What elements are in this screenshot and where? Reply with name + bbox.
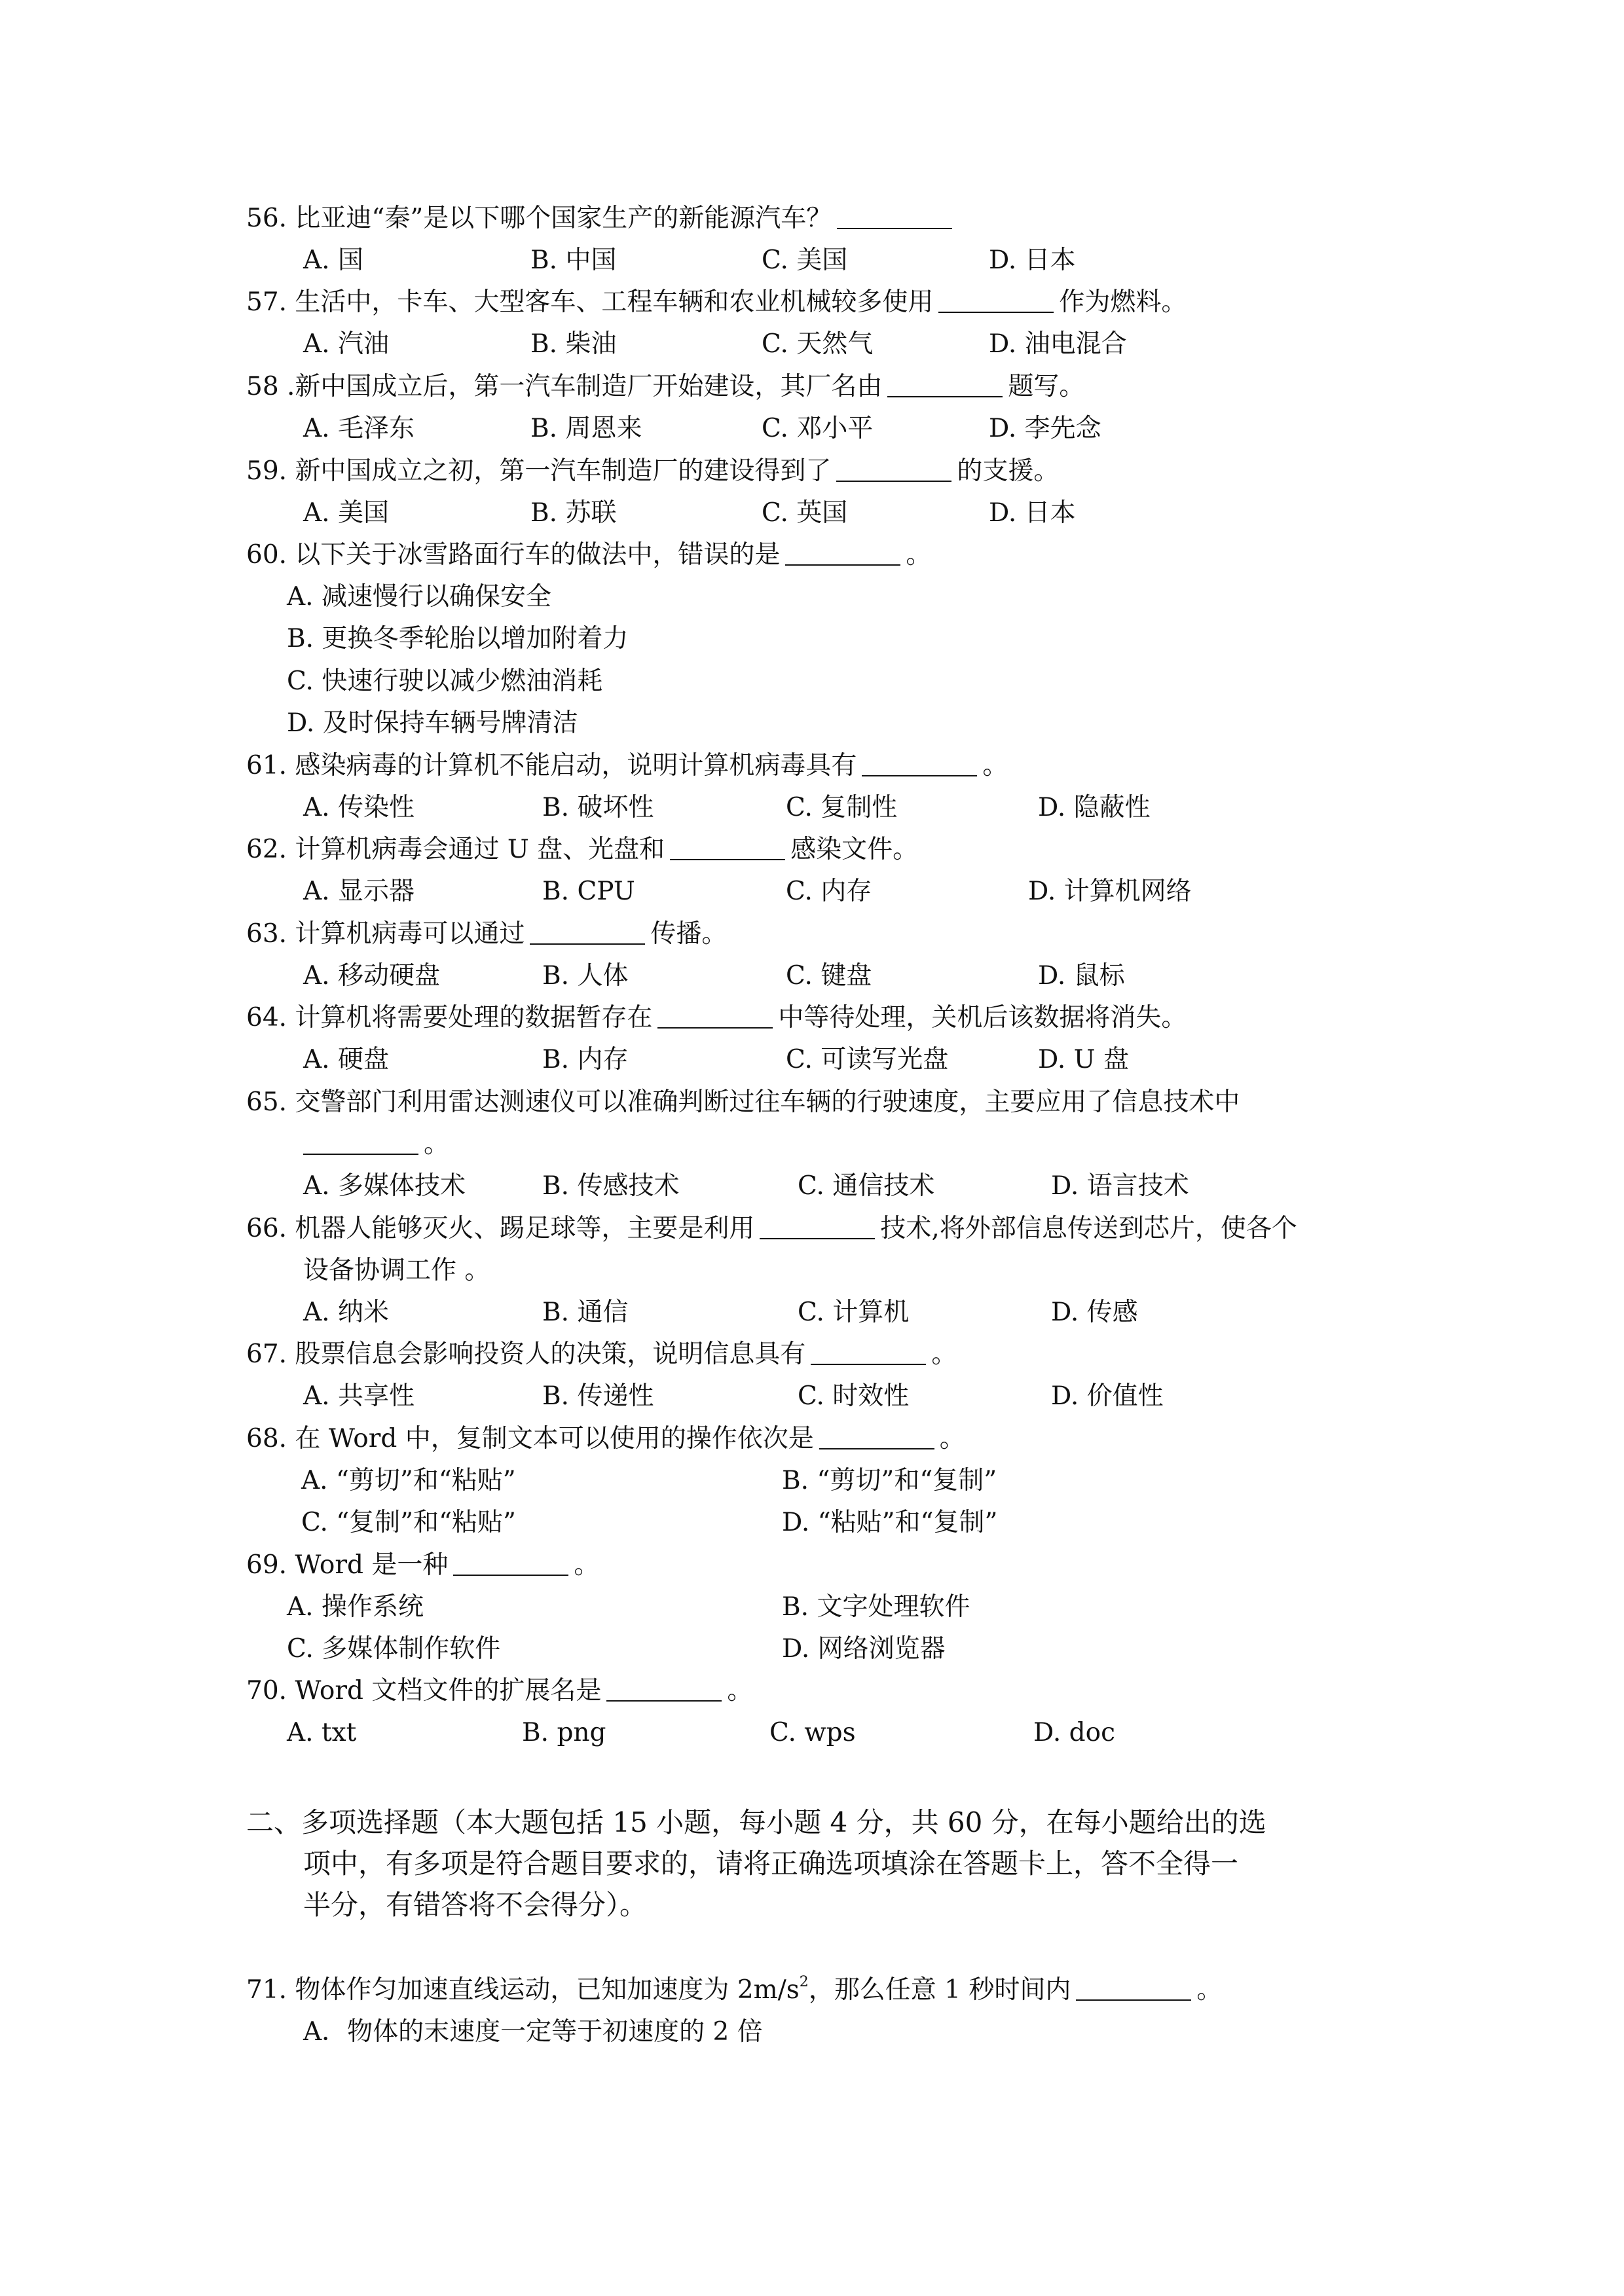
option-a: A. 共享性: [303, 1381, 415, 1411]
question-tail: 。: [939, 1424, 965, 1453]
question-57: [246, 287, 1187, 318]
option-a: A. 硬盘: [303, 1045, 389, 1074]
answer-blank: [785, 542, 900, 566]
question-tail: 技术,将外部信息传送到芯片，使各个: [880, 1214, 1297, 1243]
option-d: D. 计算机网络: [1028, 877, 1192, 906]
question-68: [246, 1423, 965, 1455]
answer-blank: [453, 1552, 568, 1576]
option-b: B. 文字处理软件: [782, 1592, 970, 1622]
option-c: C. “复制”和“粘贴”: [301, 1508, 516, 1537]
question-tail: 。: [931, 1339, 957, 1369]
option-b: B. 通信: [542, 1298, 629, 1327]
option-c: C. wps: [769, 1718, 856, 1747]
option-b: B. 传递性: [542, 1381, 654, 1411]
question-stem: 68. 在 Word 中，复制文本可以使用的操作依次是: [246, 1424, 814, 1453]
question-continuation: 设备协调工作 。: [303, 1256, 490, 1285]
question-stem: 71. 物体作匀加速直线运动，已知加速度为 2m/s: [246, 1975, 800, 2005]
question-stem: 65. 交警部门利用雷达测速仪可以准确判断过往车辆的行驶速度，主要应用了信息技术中: [246, 1087, 1240, 1117]
question-tail: 。: [982, 751, 1008, 780]
question-stem: 63. 计算机病毒可以通过: [246, 919, 525, 949]
option-d: D. “粘贴”和“复制”: [782, 1508, 998, 1537]
question-tail: 感染文件。: [790, 835, 919, 864]
question-62: [246, 834, 918, 866]
option-c: C. 复制性: [786, 793, 898, 822]
option-a: A．物体的末速度一定等于初速度的 2 倍: [303, 2017, 763, 2047]
question-tail: 中等待处理，关机后该数据将消失。: [778, 1003, 1187, 1032]
question-65: [246, 1087, 1240, 1160]
option-a: A. “剪切”和“粘贴”: [301, 1466, 516, 1495]
question-tail: 题写。: [1008, 372, 1085, 401]
section-2-instructions: [246, 1802, 1266, 1925]
question-stem: 60. 以下关于冰雪路面行车的做法中，错误的是: [246, 540, 781, 570]
option-b: B. 传感技术: [542, 1171, 680, 1201]
option-d: D. 价值性: [1051, 1381, 1164, 1411]
question-tail: 。: [1196, 1975, 1223, 2005]
question-58: [246, 371, 1084, 403]
answer-blank: [1076, 1977, 1191, 2001]
option-d: D. 日本: [989, 246, 1076, 275]
option-b: B. 中国: [530, 246, 617, 275]
option-d: D. doc: [1033, 1718, 1115, 1747]
answer-blank: [887, 374, 1003, 397]
question-stem: 57. 生活中，卡车、大型客车、工程车辆和农业机械较多使用: [246, 287, 934, 317]
option-a: A. 美国: [303, 498, 389, 528]
question-tail: 。: [906, 540, 932, 570]
option-c: C. 多媒体制作软件: [287, 1634, 501, 1664]
question-stem: 69. Word 是一种: [246, 1550, 449, 1580]
question-61: [246, 750, 1008, 782]
option-d: D. 李先念: [989, 414, 1101, 443]
option-b: B. 更换冬季轮胎以增加附着力: [287, 624, 629, 653]
option-c: C. 天然气: [762, 329, 874, 359]
question-stem: 70. Word 文档文件的扩展名是: [246, 1676, 602, 1705]
option-a: A. 传染性: [303, 793, 415, 822]
question-56: [246, 203, 957, 234]
answer-blank: [303, 1131, 418, 1155]
question-70: [246, 1675, 752, 1707]
option-d: D. U 盘: [1038, 1045, 1129, 1074]
question-stem: 61. 感染病毒的计算机不能启动，说明计算机病毒具有: [246, 751, 857, 780]
question-stem: 56. 比亚迪“秦”是以下哪个国家生产的新能源汽车？: [246, 204, 832, 233]
option-a: A. 操作系统: [287, 1592, 424, 1622]
answer-blank: [670, 837, 785, 860]
answer-blank: [862, 753, 977, 776]
question-71: [246, 1975, 1222, 2006]
answer-blank: [530, 921, 645, 945]
answer-blank: [819, 1426, 934, 1449]
section-note-line-2: 项中，有多项是符合题目要求的，请将正确选项填涂在答题卡上，答不全得一: [303, 1848, 1239, 1880]
answer-blank: [606, 1678, 722, 1702]
option-b: B. 破坏性: [542, 793, 654, 822]
option-c: C. 英国: [762, 498, 848, 528]
option-d: D. 语言技术: [1051, 1171, 1189, 1201]
answer-blank: [836, 458, 951, 482]
option-c: C. 通信技术: [798, 1171, 935, 1201]
option-a: A. 移动硬盘: [303, 961, 440, 991]
option-d: D. 及时保持车辆号牌清洁: [287, 708, 578, 738]
option-b: B. 周恩来: [530, 414, 642, 443]
superscript-exponent: 2: [799, 1974, 809, 1990]
option-a: A. 减速慢行以确保安全: [287, 582, 551, 611]
option-a: A. 汽油: [303, 329, 389, 359]
option-c: C. 可读写光盘: [786, 1045, 949, 1074]
answer-blank: [938, 289, 1054, 313]
question-tail: 作为燃料。: [1059, 287, 1187, 317]
question-stem: 59. 新中国成立之初，第一汽车制造厂的建设得到了: [246, 456, 832, 486]
section-note-line-3: 半分，有错答将不会得分）。: [303, 1889, 648, 1921]
question-stem: 62. 计算机病毒会通过 U 盘、光盘和: [246, 835, 665, 864]
question-69: [246, 1550, 599, 1581]
option-a: A. 多媒体技术: [303, 1171, 466, 1201]
option-b: B. 内存: [542, 1045, 629, 1074]
answer-blank: [837, 206, 952, 229]
option-a: A. 毛泽东: [303, 414, 415, 443]
option-a: A. 显示器: [303, 877, 415, 906]
option-d: D. 传感: [1051, 1298, 1138, 1327]
question-tail: 。: [574, 1550, 600, 1580]
option-a: A. txt: [287, 1718, 357, 1747]
option-b: B. 人体: [542, 961, 629, 991]
answer-blank: [760, 1216, 875, 1239]
option-c: C. 美国: [762, 246, 848, 275]
option-c: C. 时效性: [798, 1381, 910, 1411]
option-b: B. CPU: [542, 877, 635, 906]
option-c: C. 快速行驶以减少燃油消耗: [287, 666, 603, 696]
answer-blank: [811, 1341, 926, 1365]
option-a: A. 纳米: [303, 1298, 389, 1327]
section-heading: 二、多项选择题: [246, 1806, 439, 1838]
option-d: D. 网络浏览器: [782, 1634, 946, 1664]
question-tail: 的支援。: [957, 456, 1060, 486]
answer-blank: [657, 1005, 773, 1029]
question-stem: 58 .新中国成立后，第一汽车制造厂开始建设，其厂名由: [246, 372, 883, 401]
question-tail: 。: [727, 1676, 753, 1705]
option-b: B. png: [522, 1718, 606, 1747]
question-64: [246, 1002, 1187, 1034]
question-stem: 64. 计算机将需要处理的数据暂存在: [246, 1003, 653, 1032]
question-tail: 传播。: [650, 919, 728, 949]
option-c: C. 内存: [786, 877, 872, 906]
option-d: D. 油电混合: [989, 329, 1127, 359]
question-stem: 67. 股票信息会影响投资人的决策，说明信息具有: [246, 1339, 806, 1369]
option-b: B. 苏联: [530, 498, 617, 528]
question-63: [246, 919, 727, 950]
question-60: [246, 539, 931, 571]
option-d: D. 日本: [989, 498, 1076, 528]
question-66: [246, 1213, 1297, 1286]
option-d: D. 鼠标: [1038, 961, 1125, 991]
option-a: A. 国: [303, 246, 363, 275]
option-b: B. 柴油: [530, 329, 617, 359]
option-c: C. 键盘: [786, 961, 872, 991]
question-67: [246, 1339, 957, 1370]
question-tail: 。: [424, 1129, 450, 1159]
section-note-line-1: （本大题包括 15 小题，每小题 4 分，共 60 分，在每小题给出的选: [439, 1806, 1266, 1838]
option-b: B. “剪切”和“复制”: [782, 1466, 997, 1495]
question-59: [246, 456, 1059, 487]
option-c: C. 邓小平: [762, 414, 874, 443]
question-stem: 66. 机器人能够灭火、踢足球等，主要是利用: [246, 1214, 755, 1243]
option-c: C. 计算机: [798, 1298, 910, 1327]
question-stem-continued: ，那么任意 1 秒时间内: [808, 1975, 1071, 2005]
option-d: D. 隐蔽性: [1038, 793, 1151, 822]
